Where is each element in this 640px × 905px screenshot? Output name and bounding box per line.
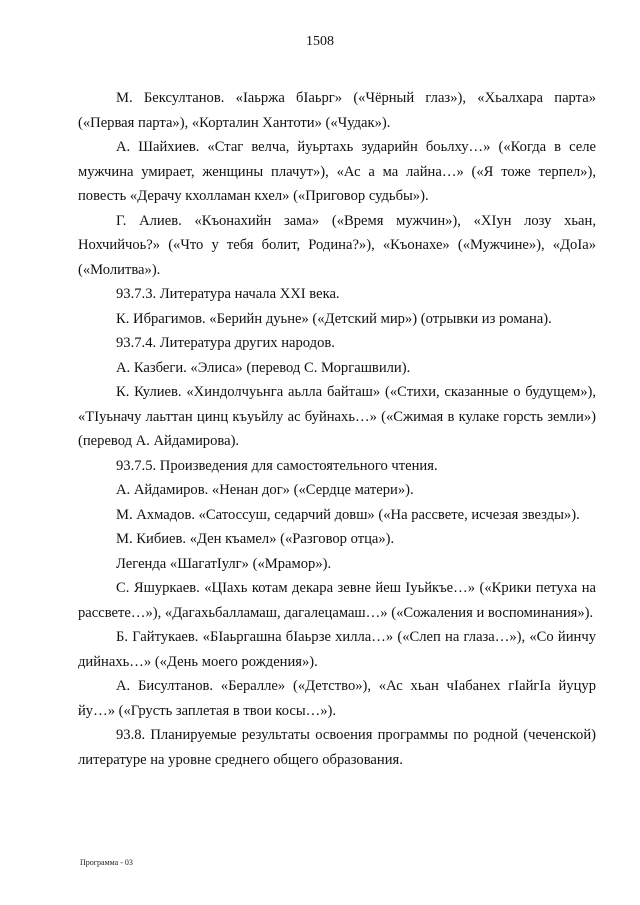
paragraph: М. Бексултанов. «Іаьржа бІаьрг» («Чёрный глаз»), «Хьалхара парта» («Первая парта»), «Корталин Хантоти» («Чудак»). (78, 90, 596, 131)
paragraph: М. Ахмадов. «Сатоссуш, седарчий довш» («На рассвете, исчезая звезды»). (116, 506, 580, 523)
paragraph: А. Казбеги. «Элиса» (перевод С. Моргашвили). (116, 359, 411, 376)
paragraph: Легенда «ШагатІулг» («Мрамор»). (116, 555, 332, 572)
document-body (78, 86, 596, 772)
paragraph: Б. Гайтукаев. «БІаьргашна бІаьрзе хилла…» («Слеп на глаза…»), «Со йинчу дийнахь…» («День моего рождения»). (78, 629, 596, 670)
paragraph: А. Шайхиев. «Стаг велча, йуьртахь зударийн боьлху…» («Когда в селе мужчина умирает, женщины плачут»), «Ас а ма лайна…» («Я тоже терпел»), повесть «Дерачу кхолламан кхел» («Приговор судьбы»). (78, 139, 596, 204)
section-heading: 93.7.3. Литература начала XXI века. (116, 286, 340, 302)
paragraph: К. Ибрагимов. «Берийн дуьне» («Детский мир») (отрывки из романа). (116, 310, 552, 327)
paragraph: Г. Алиев. «Къонахийн зама» («Время мужчин»), «ХІун лозу хьан, Нохчийчоь?» («Что у тебя болит, Родина?»), «Къонахе» («Мужчине»), «ДоІа» («Молитва»). (78, 212, 596, 278)
paragraph: С. Яшуркаев. «ЦІахь котам декара зевне йеш Іуьйкъе…» («Крики петуха на рассвете…»), «Дагахьбалламаш, дагалецамаш…» («Сожаления и воспоминания»). (78, 580, 596, 621)
footer-text: Программа - 03 (80, 858, 133, 867)
paragraph: М. Кибиев. «Ден къамел» («Разговор отца»). (116, 531, 395, 547)
paragraph: А. Бисултанов. «Бералле» («Детство»), «Ас хьан чІабанех гІайгІа йуцур йу…» («Грусть заплетая в твои косы…»). (78, 678, 596, 719)
paragraph: К. Кулиев. «Хиндолчуьнга аьлла байташ» («Стихи, сказанные о будущем»), «ТІуьначу лаьттан цинц къуьйлу ас буйнахь…» («Сжимая в кулаке горсть земли») (перевод А. Айдамирова). (78, 384, 596, 449)
paragraph: А. Айдамиров. «Ненан дог» («Сердце матери»). (116, 482, 414, 498)
section-heading: 93.8. Планируемые результаты освоения программы по родной (чеченской) литературе на уровне среднего общего образования. (78, 727, 596, 768)
section-heading: 93.7.4. Литература других народов. (116, 335, 335, 351)
section-heading: 93.7.5. Произведения для самостоятельного чтения. (116, 457, 438, 474)
page-number: 1508 (306, 34, 334, 49)
